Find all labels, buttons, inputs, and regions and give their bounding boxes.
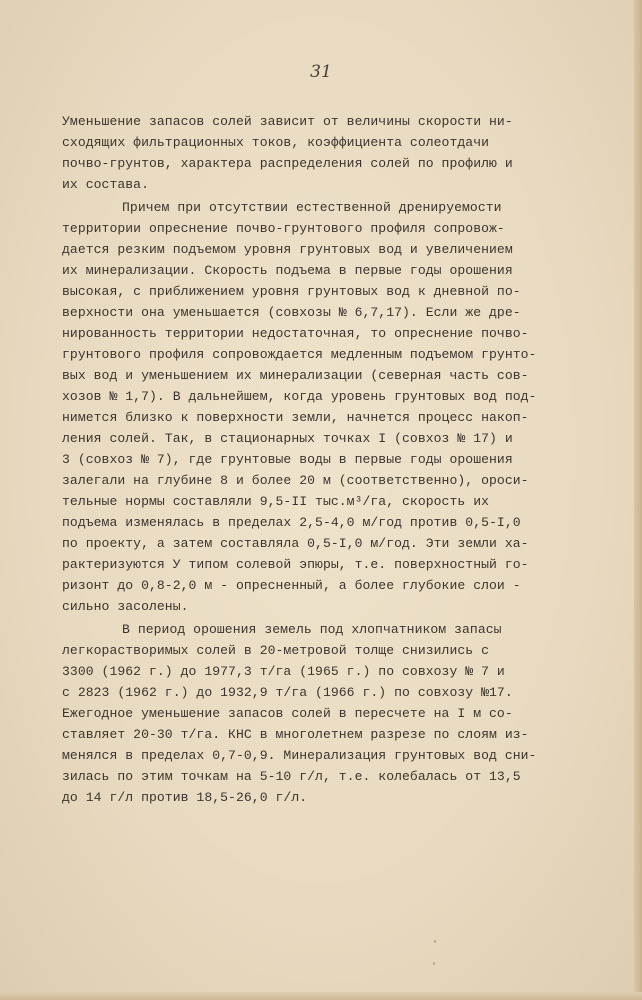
text-line: рактеризуются У типом солевой эпюры, т.е. поверхностный го- bbox=[62, 557, 529, 572]
text-line: с 2823 (1962 г.) до 1932,9 т/га (1966 г.) по совхозу №17. bbox=[62, 685, 513, 700]
text-line: ления солей. Так, в стационарных точках I (совхоз № 17) и bbox=[62, 431, 513, 446]
text-line: Ежегодное уменьшение запасов солей в пересчете на I м со- bbox=[62, 706, 513, 721]
paper-speck bbox=[433, 962, 435, 965]
text-line: до 14 г/л против 18,5-26,0 г/л. bbox=[62, 790, 308, 805]
text-line: верхности она уменьшается (совхозы № 6,7,17). Если же дре- bbox=[62, 305, 521, 320]
text-line: их состава. bbox=[62, 177, 149, 192]
text-line: сильно засолены. bbox=[62, 599, 189, 614]
text-line: ставляет 20-30 т/га. КНС в многолетнем разрезе по слоям из- bbox=[62, 727, 529, 742]
text-line: вых вод и уменьшением их минерализации (северная часть сов- bbox=[62, 368, 529, 383]
paper-speck bbox=[434, 940, 436, 943]
text-line: по проекту, а затем составляла 0,5-I,0 м/год. Эти земли ха- bbox=[62, 536, 529, 551]
text-line: легкорастворимых солей в 20-метровой толще снизились с bbox=[62, 643, 490, 658]
text-line: зилась по этим точкам на 5-10 г/л, т.е. колебалась от 13,5 bbox=[62, 769, 521, 784]
text-line: тельные нормы составляли 9,5-II тыс.м³/га, скорость их bbox=[62, 494, 490, 509]
text-line: территории опреснение почво-грунтового профиля сопровож- bbox=[62, 221, 505, 236]
text-line: почво-грунтов, характера распределения солей по профилю и bbox=[62, 156, 513, 171]
text-line: нированность территории недостаточная, то опреснение почво- bbox=[62, 326, 529, 341]
text-line: подъема изменялась в пределах 2,5-4,0 м/год против 0,5-I,0 bbox=[62, 515, 521, 530]
text-line: сходящих фильтрационных токов, коэффициента солеотдачи bbox=[62, 135, 490, 150]
page-bottom-shadow bbox=[0, 992, 642, 1000]
text-line: ризонт до 0,8-2,0 м - опресненный, а более глубокие слои - bbox=[62, 578, 521, 593]
text-line: 3 (совхоз № 7), где грунтовые воды в первые годы орошения bbox=[62, 452, 513, 467]
text-line: 3300 (1962 г.) до 1977,3 т/га (1965 г.) по совхозу № 7 и bbox=[62, 664, 505, 679]
text-line: В период орошения земель под хлопчатником запасы bbox=[122, 622, 502, 637]
text-line: их минерализации. Скорость подъема в первые годы орошения bbox=[62, 263, 513, 278]
text-line: Причем при отсутствии естественной дренируемости bbox=[122, 200, 502, 215]
page-number: 31 bbox=[310, 62, 332, 82]
text-line: нимется близко к поверхности земли, начнется процесс накоп- bbox=[62, 410, 529, 425]
text-line: Уменьшение запасов солей зависит от величины скорости ни- bbox=[62, 114, 513, 129]
text-line: высокая, с приближением уровня грунтовых вод к дневной по- bbox=[62, 284, 521, 299]
text-line: дается резким подъемом уровня грунтовых вод и увеличением bbox=[62, 242, 513, 257]
text-line: менялся в пределах 0,7-0,9. Минерализация грунтовых вод сни- bbox=[62, 748, 537, 763]
text-line: хозов № 1,7). В дальнейшем, когда уровень грунтовых вод под- bbox=[62, 389, 537, 404]
text-line: залегали на глубине 8 и более 20 м (соответственно), ороси- bbox=[62, 473, 529, 488]
page-edge-shadow bbox=[634, 0, 642, 1000]
text-line: грунтового профиля сопровождается медленным подъемом грунто- bbox=[62, 347, 537, 362]
